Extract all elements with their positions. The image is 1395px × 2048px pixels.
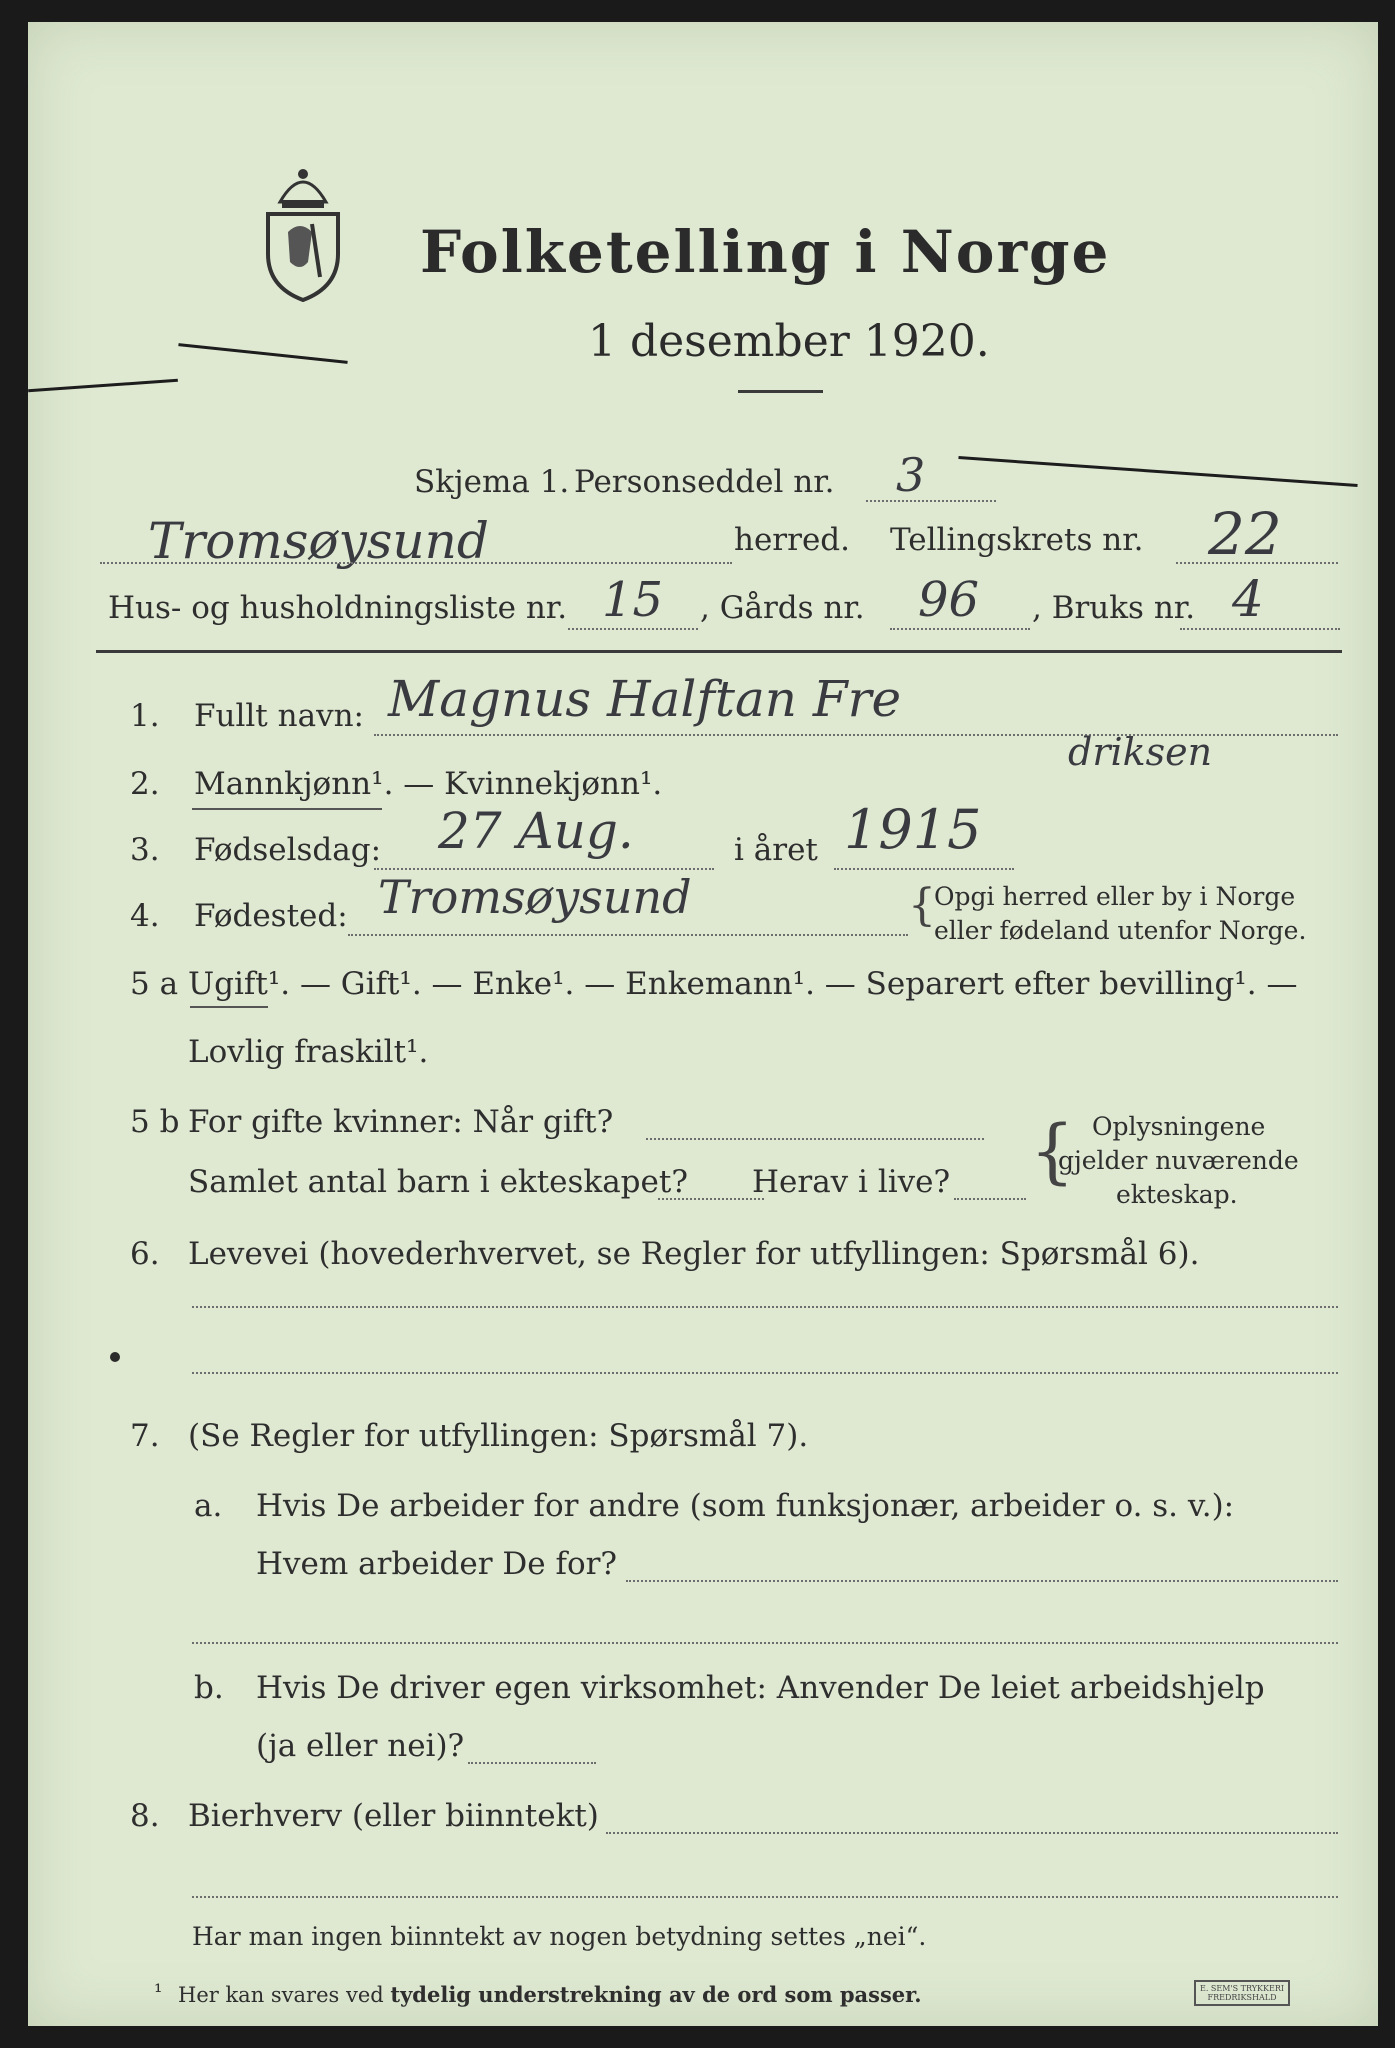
gards-value[interactable]: 96 — [918, 572, 980, 628]
coat-of-arms-icon — [260, 162, 346, 302]
q7a-line-1 — [626, 1580, 1338, 1582]
q7b-number: b. — [194, 1670, 224, 1706]
herred-value[interactable]: Tromsøysund — [148, 512, 489, 570]
q7a-label-line2: Hvem arbeider De for? — [256, 1546, 618, 1582]
q3-year-line — [834, 868, 1014, 870]
paper-tear — [28, 379, 178, 392]
q7-label: (Se Regler for utfyllingen: Spørsmål 7). — [188, 1418, 809, 1454]
q7a-label: Hvis De arbeider for andre (som funksjonær, arbeider o. s. v.): — [256, 1488, 1235, 1524]
personseddel-line — [866, 500, 996, 502]
q1-value[interactable]: Magnus Halftan Fre — [388, 670, 902, 728]
census-form-sheet — [28, 22, 1378, 2026]
q4-line — [348, 934, 908, 936]
q5b-note-line3: ekteskap. — [1116, 1180, 1238, 1209]
q3-number: 3. — [130, 832, 160, 868]
q5a-label-line2: Lovlig fraskilt¹. — [188, 1034, 429, 1070]
q5b-note-line2: gjelder nuværende — [1058, 1146, 1299, 1175]
q7a-number: a. — [194, 1488, 223, 1524]
form-title: Folketelling i Norge — [420, 218, 1111, 286]
q5b-number: 5 b — [130, 1104, 180, 1140]
q4-number: 4. — [130, 898, 160, 934]
husliste-line — [568, 628, 698, 630]
personseddel-value[interactable]: 3 — [896, 448, 926, 502]
tellingskrets-label: Tellingskrets nr. — [890, 522, 1144, 558]
footnote-text-plain: Her kan svares ved — [178, 1983, 384, 2007]
printer-stamp-line2: FREDRIKSHALD — [1207, 1993, 1277, 2002]
printer-stamp — [1194, 1980, 1290, 2006]
skjema-label: Skjema 1. — [414, 464, 570, 500]
footnote-text — [178, 1982, 922, 2007]
q1-value-continuation[interactable]: driksen — [1068, 730, 1213, 774]
q4-note-bracket: { — [908, 880, 936, 931]
q1-label: Fullt navn: — [194, 698, 364, 734]
q7b-label: Hvis De driver egen virksomhet: Anvender De leiet arbeidshjelp — [256, 1670, 1265, 1706]
q6-label: Levevei (hovederhvervet, se Regler for utfyllingen: Spørsmål 6). — [188, 1236, 1200, 1272]
footnote-text-bold: tydelig understrekning av de ord som passer. — [390, 1982, 922, 2007]
q6-line-1 — [192, 1306, 1338, 1308]
herred-label: herred. — [734, 522, 850, 558]
q1-number: 1. — [130, 698, 160, 734]
q5b-note-line1: Oplysningene — [1092, 1112, 1266, 1141]
q3-value[interactable]: 27 Aug. — [438, 802, 634, 860]
q5b-label: For gifte kvinner: Når gift? — [188, 1104, 614, 1140]
personseddel-label: Personseddel nr. — [574, 464, 835, 500]
ink-dot — [110, 1352, 120, 1362]
q5b-alive-line — [954, 1198, 1026, 1200]
husliste-label: Hus- og husholdningsliste nr. — [108, 590, 568, 626]
printer-stamp-line1: E. SEM'S TRYKKERI — [1200, 1984, 1285, 1993]
paper-tear — [178, 343, 347, 364]
q8-number: 8. — [130, 1798, 160, 1834]
husliste-value[interactable]: 15 — [602, 572, 664, 628]
q7-number: 7. — [130, 1418, 160, 1454]
q3-year-value[interactable]: 1915 — [844, 798, 982, 861]
q8-label: Bierhverv (eller biinntekt) — [188, 1798, 599, 1834]
q4-note-line2: eller fødeland utenfor Norge. — [934, 916, 1307, 945]
q4-note-line1: Opgi herred eller by i Norge — [934, 882, 1296, 911]
title-divider — [738, 390, 823, 393]
q7b-label-line2: (ja eller nei)? — [256, 1728, 465, 1764]
q5b-children-line — [658, 1198, 764, 1200]
q7b-line — [468, 1762, 596, 1764]
q5b-alive-label: Herav i live? — [752, 1164, 951, 1200]
paper-tear — [958, 456, 1357, 487]
bruks-label: , Bruks nr. — [1032, 590, 1196, 626]
q7a-line-2 — [192, 1642, 1338, 1644]
q4-label: Fødested: — [194, 898, 348, 934]
q8-note: Har man ingen biinntekt av nogen betydning settes „nei“. — [192, 1922, 927, 1951]
q6-line-2 — [192, 1372, 1338, 1374]
bruks-line — [1180, 628, 1340, 630]
herred-line — [100, 562, 732, 564]
q5a-number: 5 a — [130, 966, 179, 1002]
q5b-note-bracket: { — [1030, 1110, 1075, 1192]
tellingskrets-value[interactable]: 22 — [1208, 500, 1282, 568]
q3-year-label: i året — [734, 832, 818, 868]
q2-label: Mannkjønn¹. — Kvinnekjønn¹. — [194, 766, 663, 802]
q2-underline-mark — [192, 808, 382, 810]
q2-number: 2. — [130, 766, 160, 802]
q5a-underline-mark — [190, 1006, 268, 1008]
header-rule — [96, 650, 1342, 653]
footnote-mark: ¹ — [154, 1980, 163, 2004]
gards-line — [890, 628, 1030, 630]
gards-label: , Gårds nr. — [700, 590, 865, 626]
form-date: 1 desember 1920. — [588, 316, 990, 367]
q5b-label-line2: Samlet antal barn i ekteskapet? — [188, 1164, 688, 1200]
q5a-label: Ugift¹. — Gift¹. — Enke¹. — Enkemann¹. — Separert efter bevilling¹. — — [188, 966, 1298, 1002]
q6-number: 6. — [130, 1236, 160, 1272]
q8-line-1 — [606, 1832, 1338, 1834]
q4-value[interactable]: Tromsøysund — [378, 870, 692, 924]
q3-label: Fødselsdag: — [194, 832, 382, 868]
q5b-married-line — [646, 1138, 984, 1140]
q8-line-2 — [192, 1896, 1338, 1898]
bruks-value[interactable]: 4 — [1232, 570, 1264, 628]
